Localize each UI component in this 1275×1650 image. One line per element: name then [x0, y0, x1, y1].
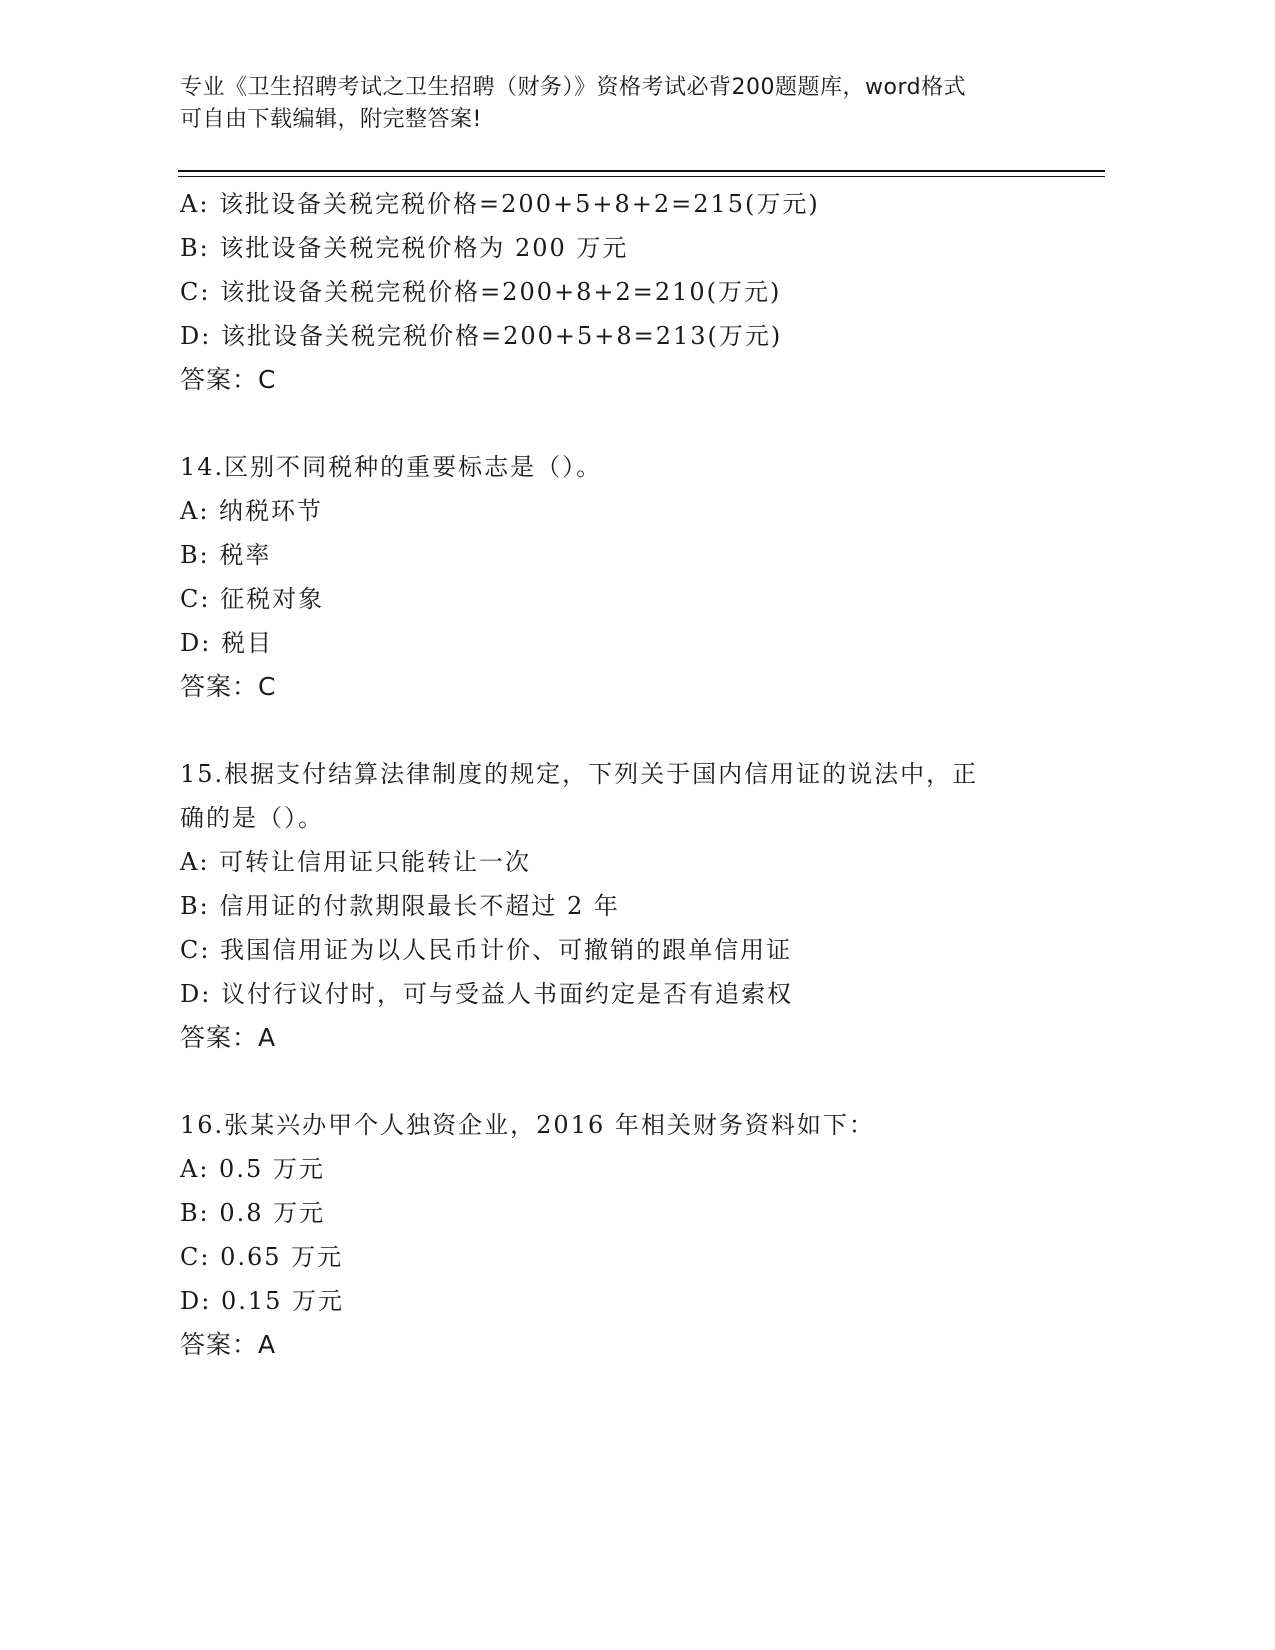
answer-line: 答案：C — [180, 672, 277, 701]
answer-line: 答案：A — [180, 1023, 277, 1052]
answer-line: 答案：A — [180, 1330, 277, 1359]
question-list — [180, 182, 1080, 1367]
option-c: C: 该批设备关税完税价格=200+8+2=210(万元) — [180, 278, 782, 306]
option-b: B: 该批设备关税完税价格为 200 万元 — [180, 234, 629, 262]
option-b: B: 税率 — [180, 541, 272, 569]
header-divider-top — [178, 170, 1105, 172]
option-a: A: 该批设备关税完税价格=200+5+8+2=215(万元) — [180, 190, 820, 218]
option-a: A: 纳税环节 — [180, 497, 324, 525]
question-15 — [180, 752, 1080, 1060]
option-a: A: 可转让信用证只能转让一次 — [180, 848, 532, 876]
header-title-line1: 专业《卫生招聘考试之卫生招聘（财务）》资格考试必背200题题库，word格式 — [180, 75, 967, 100]
option-c: C: 我国信用证为以人民币计价、可撤销的跟单信用证 — [180, 936, 793, 964]
option-b: B: 信用证的付款期限最长不超过 2 年 — [180, 892, 620, 920]
question-13 — [180, 182, 1080, 402]
question-text: 14.区别不同税种的重要标志是（）。 — [180, 453, 603, 481]
answer-line: 答案：C — [180, 365, 277, 394]
document-header — [180, 72, 1060, 136]
option-c: C: 0.65 万元 — [180, 1243, 344, 1271]
question-14 — [180, 445, 1080, 709]
option-c: C: 征税对象 — [180, 585, 325, 613]
question-text-line2: 确的是（）。 — [180, 804, 324, 832]
option-d: D: 税目 — [180, 629, 273, 657]
header-title-line2: 可自由下载编辑，附完整答案! — [180, 107, 482, 132]
option-b: B: 0.8 万元 — [180, 1199, 326, 1227]
option-d: D: 0.15 万元 — [180, 1287, 345, 1315]
question-text: 16.张某兴办甲个人独资企业，2016 年相关财务资料如下： — [180, 1111, 875, 1139]
header-divider-bottom — [178, 176, 1105, 177]
option-d: D: 该批设备关税完税价格=200+5+8=213(万元) — [180, 322, 783, 350]
option-d: D: 议付行议付时，可与受益人书面约定是否有追索权 — [180, 980, 793, 1008]
question-text-line1: 15.根据支付结算法律制度的规定，下列关于国内信用证的说法中，正 — [180, 760, 979, 788]
question-16 — [180, 1103, 1080, 1367]
option-a: A: 0.5 万元 — [180, 1155, 325, 1183]
